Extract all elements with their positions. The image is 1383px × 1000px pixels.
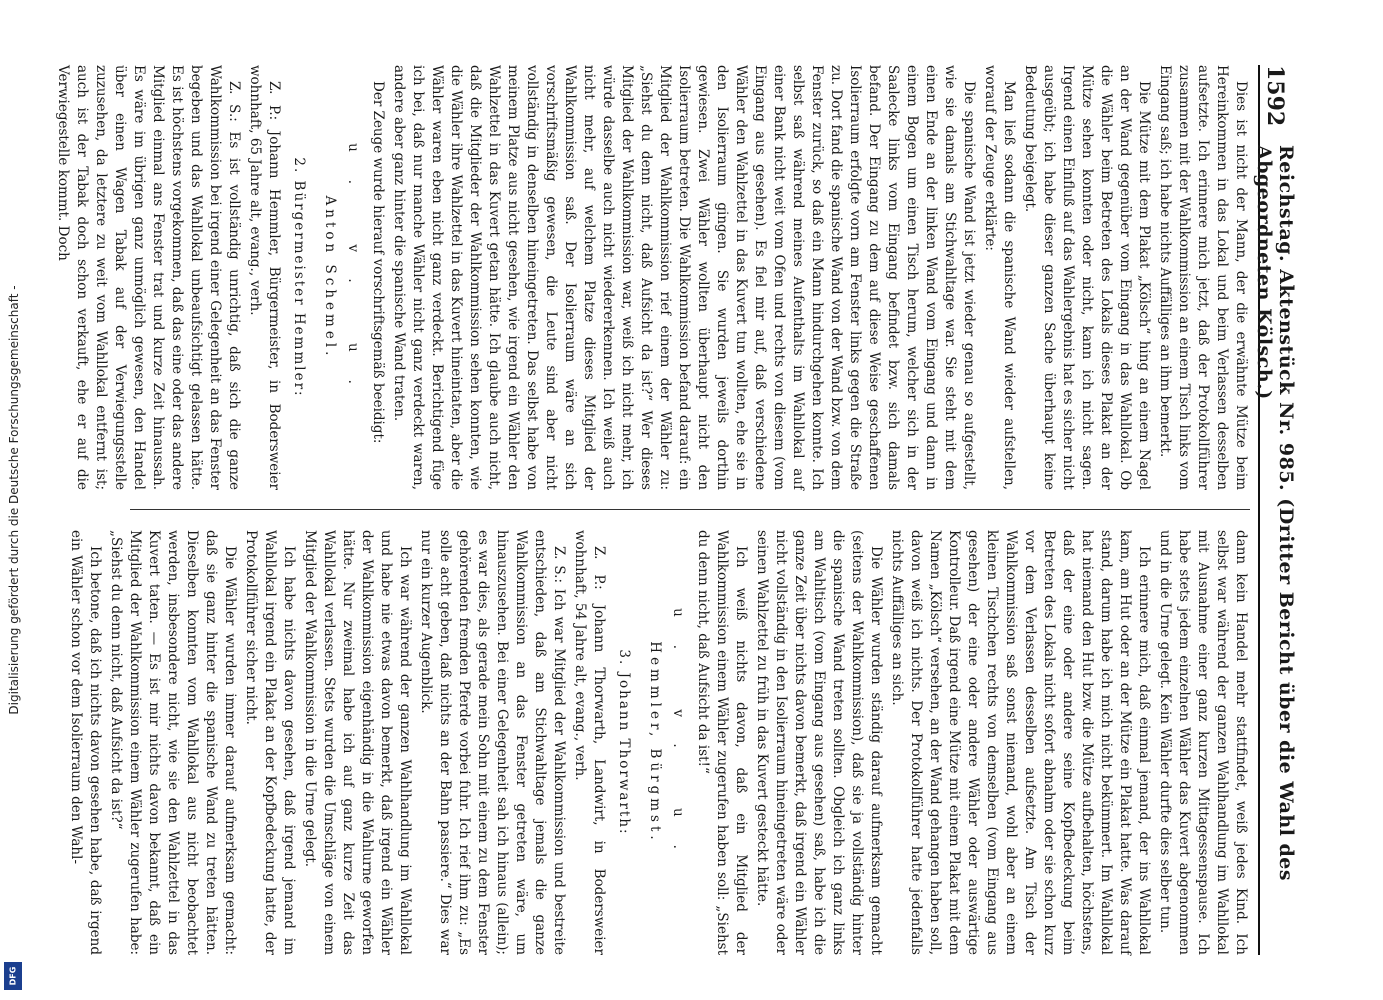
page-header	[1253, 65, 1297, 955]
footer-strip	[0, 0, 28, 1000]
paragraph: Ich betone, daß ich nichts davon gesehen habe, daß irgend ein Wähler schon vor dem Isolierraum den Wahl-	[68, 530, 103, 955]
running-title: Reichstag. Aktenstück Nr. 985. (Dritter Bericht über die Wahl des Abgeordneten Kölsch.)	[1253, 145, 1297, 882]
paragraph: Ich weiß nichts davon, daß ein Mitglied der Wahlkommission einem Wähler zugerufen haben soll: „Siehst du denn nicht, daß Aufsicht da ist!“	[695, 530, 749, 955]
paragraph: Dies ist nicht der Mann, der die erwähnte Mütze beim Hereinkommen in das Lokal und beim Verlassen desselben aufsetzte. Ich erinnere mich jetzt, daß der Protokollführer zusammen mit der Wahlkommission an einem Tisch links vom Eingang saß; ich habe nichts Auffälliges an ihm bemerkt.	[1157, 65, 1249, 490]
section-heading: 3. Johann Thorwarth:	[616, 649, 632, 836]
dfg-logo	[4, 962, 22, 990]
signature-name: Hemmler, Bürgmst.	[647, 641, 663, 844]
paragraph: Die Mütze mit dem Plakat „Kölsch“ hing an einem Nagel an der Wand gegenüber vom Eingang in das Wahllokal. Ob die Wähler beim Betreten des Lokals dieses Plakat an der Mütze sehen konnten oder nicht, kann ich nicht sagen. Irgend einen Einfluß auf das Wahlergebnis hat es sicher nicht ausgeübt; ich habe dieser ganzen Sache überhaupt keine Bedeutung beigelegt.	[1022, 65, 1152, 490]
paragraph: Z. P.: Johann Thorwarth, Landwirt, in Bodersweier wohnhaft, 54 Jahre alt, evang., verh.	[572, 530, 607, 955]
signature-name: Anton Schemel.	[322, 195, 338, 360]
right-column	[68, 530, 1250, 955]
paragraph: Die Wähler wurden ständig darauf aufmerksam gemacht (seitens der Wahlkommission), daß sie ja vollständig hinter die spanische Wand treten sollten. Obgleich ich ganz links am Wahltisch (vom Eingang aus gesehen) saß, habe ich die ganze Zeit über nichts davon bemerkt, daß irgend ein Wähler nicht vollständig in den Isolierraum hineingetreten wäre oder seinen Wahlzettel zu früh in das Kuvert gesteckt hätte.	[754, 530, 884, 955]
paragraph: Z. S.: Es ist vollständig unrichtig, daß sich die ganze Wahlkommission bei irgend einer Gelegenheit an das Fenster begeben und das Wahllokal unbeaufsichtigt gelassen hätte. Es ist höchstens vorgekommen, daß das eine oder das andere Mitglied einmal ans Fenster trat und kurze Zeit hinaussah. Es wäre im übrigen ganz unmöglich gewesen, den Handel über einen Wagen Tabak auf der Verwiegungsstelle zuzusehen, da letztere zu weit vom Wahllokal entfernt ist; auch ist der Tabak doch schon verkauft, ehe er auf die Verwiegestelle kommt. Doch	[55, 65, 242, 490]
paragraph: Z. P.: Johann Hemmler, Bürgermeister, in Bodersweier wohnhaft, 65 Jahre alt, evang., verh.	[247, 65, 282, 490]
dfg-logo-label: DFG	[8, 966, 18, 986]
paragraph: Man ließ sodann die spanische Wand wieder aufstellen, worauf der Zeuge erklärte:	[982, 65, 1017, 490]
paragraph: Ich war während der ganzen Wahlhandlung im Wahllokal und habe nie etwas davon bemerkt, daß irgend ein Wähler der Wahlkommission eigenhändig in die Wahlurne geworfen hätte. Nur zweimal habe ich auf ganz kurze Zeit das Wahllokal verlassen. Stets wurden die Umschläge von einem Mitglied der Wahlkommission in die Urne gelegt.	[302, 530, 413, 955]
page-number: 1592	[1262, 65, 1288, 127]
paragraph: Der Zeuge wurde hierauf vorschriftsgemäß beeidigt:	[370, 81, 386, 444]
paragraph: Z. S.: Ich war Mitglied der Wahlkommission und bestreite entschieden, daß am Stichwahltage jemals die ganze Wahlkommission an das Fenster getreten wäre, um hinauszusehen. Bei einer Gelegenheit sah ich hinaus (allein); es war dies, als gerade mein Sohn mit einem zu dem Fenster gehörenden fremden Pferde vorbei fuhr. Ich rief ihm zu: „Es solle acht geben, daß nichts an der Bahn passiere.“ Dies war nur ein kurzer Augenblick.	[418, 530, 567, 955]
paragraph: Die Wähler wurden immer darauf aufmerksam gemacht: daß sie ganz hinter die spanische Wand zu treten hätten. Dieselben konnten vom Wahllokal aus nicht beobachtet werden, insbesondere nicht, wie sie den Wahlzettel in das Kuvert taten. — Es ist mir nichts davon bekannt, daß ein Mitglied der Wahlkommission einem Wähler zugerufen habe: „Siehst du denn nicht, daß Aufsicht da ist?“	[108, 530, 238, 955]
digitization-credit: Digitalisierung gefördert durch die Deutsche Forschungsgemeinschaft -	[7, 285, 21, 715]
signature-formula: u. v. u.	[345, 143, 361, 412]
paragraph: Ich habe nichts davon gesehen, daß irgend jemand im Wahllokal irgend ein Plakat an der Kopfbedeckung hatte, der Protokollführer sicher nicht.	[243, 530, 297, 955]
paragraph: Ich erinnere mich, daß einmal jemand, der ins Wahllokal kam, am Hut oder an der Mütze ein Plakat hatte. Was darauf stand, darum habe ich mich nicht bekümmert. Im Wahllokal hat niemand den Hut bzw. die Mütze aufbehalten, höchstens, daß der eine oder andere seine Kopfbedeckung beim Betreten des Lokals nicht sofort abnahm oder sie schon kurz vor dem Verlassen desselben aufsetzte. Am Tisch der Wahlkommission saß sonst niemand, wohl aber an einem kleinen Tischchen rechts von demselben (vom Eingang aus gesehen) der eine oder andere Wähler oder auswärtige Kontrolleur. Daß irgend eine Mütze mit einem Plakat mit dem Namen „Kölsch“ versehen, an der Wand gehangen haben soll, davon weiß ich nichts. Der Protokollführer hatte jedenfalls nichts Auffälliges an sich.	[889, 530, 1152, 955]
paragraph: Die spanische Wand ist jetzt wieder genau so aufgestellt, wie sie damals am Stichwahltage war. Sie steht mit dem einen Ende an der linken Wand vom Eingang und dann in einem Bogen um einen Tisch herum, welcher sich in der Saalecke links vom Eingang befindet bzw. sich damals befand. Der Eingang zu dem auf diese Weise geschaffenen Isolierraum erfolgte vorn am Fenster links gegen die Straße zu. Dort fand die spanische Wand von der Wand bzw. von dem Fenster zurück, so daß ein Mann hindurchgehen konnte. Ich selbst saß während meines Aufenthalts im Wahllokal auf einer Bank nicht weit vom Ofen und rechts von diesem (vom Eingang aus gesehen). Es fiel mir auf, daß verschiedene Wähler den Wahlzettel in das Kuvert tun wollten, ehe sie in den Isolierraum gingen. Sie wurden jeweils dorthin gewiesen. Zwei Wähler wollten überhaupt nicht den Isolierraum betreten. Die Wahlkommission befand darauf: ein Mitglied der Wahlkommission rief einem der Wähler zu: „Siehst du denn nicht, daß Aufsicht da ist?“ Wer dieses Mitglied der Wahlkommission war, weiß ich nicht mehr, ich würde dasselbe auch nicht wiedererkennen. Ich weiß auch nicht mehr, auf welchem Platze dieses Mitglied der Wahlkommission saß. Der Isolierraum wäre an sich vorschriftsmäßig gewesen, die Leute sind aber nicht vollständig in denselben hineingetreten. Das selbst habe von meinem Platze aus nicht gesehen, wie irgend ein Wähler den Wahlzettel in das Kuvert getan hätte. Ich glaube auch nicht, daß die Mitglieder der Wahlkommission sehen konnten, wie die Wähler ihre Wahlzettel in das Kuvert hineintaten, aber die Wähler waren eben nicht ganz verdeckt. Berichtigend füge ich bei, daß nur manche Wähler nicht ganz verdeckt waren, andere aber ganz hinter die spanische Wand traten.	[391, 65, 977, 490]
section-heading: 2. Bürgermeister Hemmler:	[291, 157, 307, 398]
left-column	[55, 65, 1250, 490]
signature-formula: u. v. u.	[670, 608, 686, 877]
column-divider	[130, 509, 1250, 510]
rotated-page	[55, 65, 1297, 955]
paragraph: dann kein Handel mehr stattfindet, weiß jedes Kind. Ich selbst war während der ganzen Wahlhandlung im Wahllokal mit Ausnahme einer ganz kurzen Mittagessenspause. Ich habe stets jedem einzelnen Wähler das Kuvert abgenommen und in die Urne gelegt. Kein Wähler durfte dies selber tun.	[1157, 530, 1249, 955]
